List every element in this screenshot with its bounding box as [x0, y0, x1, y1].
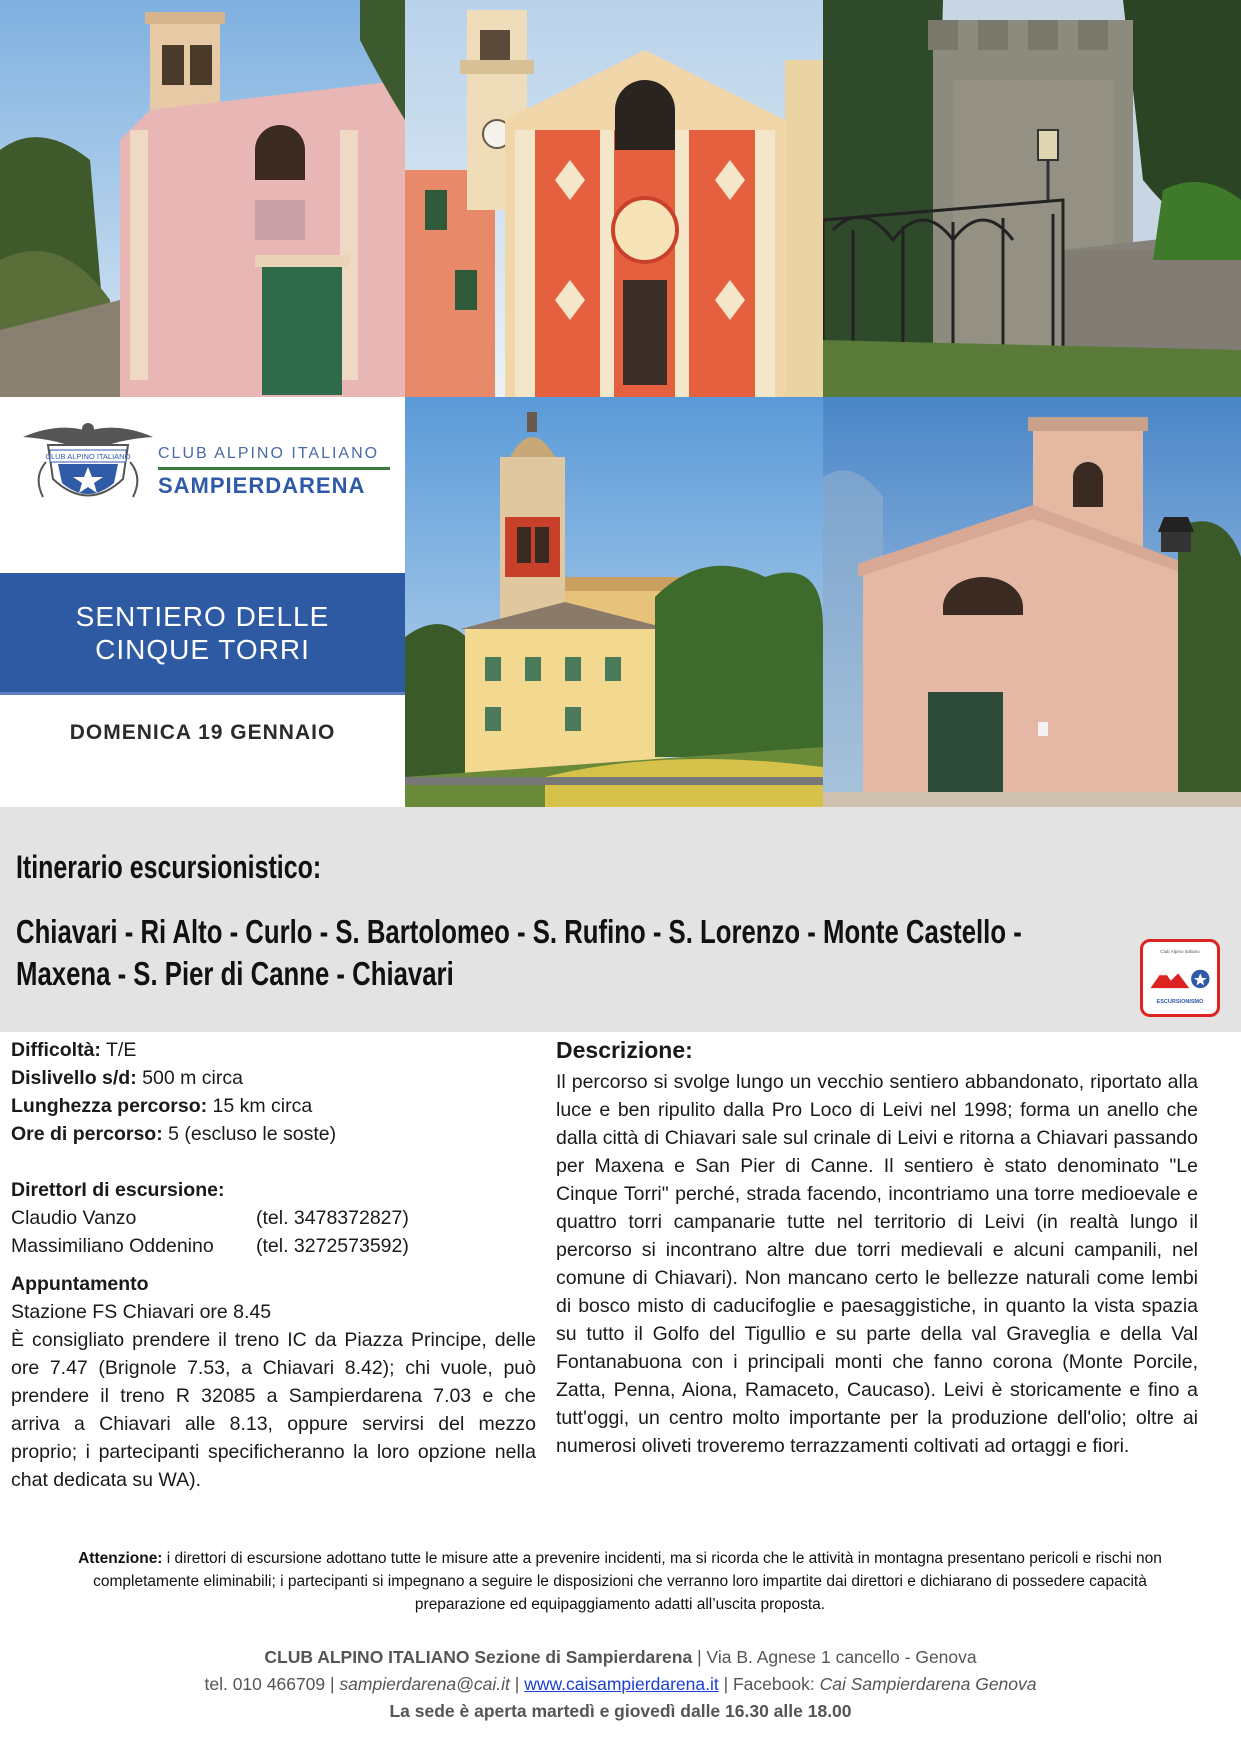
description-text: Il percorso si svolge lungo un vecchio sentiero abbandonato, riportato alla luce e ben ripulito dalla Pro Loco di Leivi nel 1998; forma un anello che dalla città di Chiavari sale sul crinale di Leivi e ritorna a Chiavari passando per Maxena e San Pier di Canne. Il sentiero è stato denominato "Le Cinque Torri" perché, strada facendo, incontriamo una torre medioevale e quattro torri campanarie tutte nel territorio di Leivi (in realtà lungo il percorso si incontrano altre due torri medievali e alcuni campanili, nel comune di Chiavari). Non mancano certo le bellezze naturali come lembi di bosco misto di caducifoglie e paesaggistiche, in quanto la vista spazia su tutto il Golfo del Tigullio e su parte della val Graveglia e della Val Fontanabuona con i principali monti che fanno corona (Monte Porcile, Zatta, Penna, Aiona, Ramaceto, Caucaso). Leivi è storicamente e fino a tutt'oggi, un centro molto importante per la produzione dell'olio; oltre ai numerosi oliveti troveremo terrazzamenti coltivati ad ortaggi e fiori.: [556, 1071, 1198, 1457]
footer-line3: [60, 1698, 1181, 1725]
director-phone: (tel. 3478372827): [256, 1207, 409, 1229]
meeting-text: È consigliato prendere il treno IC da Piazza Principe, delle ore 7.47 (Brignole 7.53, a Chiavari 8.42); chi vuole, può prendere il treno R 32085 a Sampierdarena 7.03 e che arriva a Chiavari alle 8.13, oppure servirsi del mezzo proprio; i partecipanti specificheranno la loro opzione nella chat dedicata su WA).: [11, 1329, 536, 1491]
length-row: [11, 1092, 536, 1120]
difficulty-label: Difficoltà:: [11, 1039, 101, 1061]
directors-label: DirettorI di escursione:: [11, 1179, 225, 1201]
difficulty-row: [11, 1036, 536, 1064]
logo-divider: [158, 467, 390, 470]
hours-value: 5 (escluso le soste): [168, 1123, 337, 1145]
director-phone: (tel. 3272573592): [256, 1235, 409, 1257]
warning-text: i direttori di escursione adottano tutte le misure atte a prevenire incidenti, ma si ricorda che le attività in montagna presentano pericoli e rischi non completamente eliminabili; i partecipanti si impegnano a seguire le disposizioni che verranno loro impartite dai direttori e dichiarano di possedere capacità preparazione ed equipaggiamento adatti all’uscita proposta.: [93, 1550, 1162, 1613]
elevation-value: 500 m circa: [142, 1067, 243, 1089]
photo-pink-chapel: [823, 397, 1241, 807]
meeting-label: Appuntamento: [11, 1273, 149, 1295]
badge-top-text: Club Alpino Italiano: [1160, 949, 1200, 955]
escursionismo-badge: [1140, 939, 1220, 1017]
photo-orange-church: [405, 0, 823, 397]
footer: [60, 1644, 1181, 1725]
footer-facebook[interactable]: Cai Sampierdarena Genova: [819, 1674, 1037, 1694]
footer-org: CLUB ALPINO ITALIANO Sezione di Sampierdarena: [264, 1647, 693, 1667]
warning-label: Attenzione:: [78, 1550, 163, 1567]
cai-emblem-icon: [18, 417, 158, 517]
escursionismo-badge-icon: [1143, 942, 1217, 1014]
footer-sep: | Facebook:: [718, 1674, 820, 1694]
event-title-band: [0, 573, 405, 695]
footer-email[interactable]: sampierdarena@cai.it: [339, 1674, 510, 1694]
event-title-line2: CINQUE TORRI: [95, 633, 310, 665]
description-section: [556, 1036, 1198, 1460]
hours-label: Ore di percorso:: [11, 1123, 163, 1145]
itinerary-route-line2: Maxena - S. Pier di Canne - Chiavari: [16, 955, 454, 992]
logo-section: SAMPIERDARENA: [158, 473, 366, 498]
meeting-place: Stazione FS Chiavari ore 8.45: [11, 1301, 272, 1323]
footer-tel: tel. 010 466709 |: [204, 1674, 340, 1694]
photo-pink-church: [0, 0, 405, 397]
itinerary-route-line1: Chiavari - Ri Alto - Curlo - S. Bartolomeo - S. Rufino - S. Lorenzo - Monte Castello -: [16, 913, 1022, 950]
description-title: Descrizione:: [556, 1037, 693, 1063]
photo-campanile-church: [405, 397, 823, 807]
event-date-box: [0, 695, 405, 807]
hours-row: [11, 1120, 536, 1148]
footer-sep: |: [509, 1674, 525, 1694]
length-value: 15 km circa: [212, 1095, 313, 1117]
footer-hours: La sede è aperta martedì e giovedì dalle 16.30 alle 18.00: [389, 1701, 852, 1721]
badge-bottom-text: ESCURSIONISMO: [1156, 998, 1204, 1005]
footer-address: | Via B. Agnese 1 cancello - Genova: [692, 1647, 977, 1667]
footer-website-link[interactable]: www.caisampierdarena.it: [524, 1674, 719, 1694]
itinerary-label: Itinerario escursionistico:: [16, 849, 322, 885]
director-name: Claudio Vanzo: [11, 1207, 137, 1229]
cai-logo: [0, 397, 405, 573]
director-row: [11, 1232, 536, 1260]
director-name: Massimiliano Oddenino: [11, 1235, 214, 1257]
difficulty-value: T/E: [106, 1039, 137, 1061]
event-date: DOMENICA 19 GENNAIO: [69, 721, 336, 744]
elevation-label: Dislivello s/d:: [11, 1067, 137, 1089]
itinerary-band: [0, 807, 1241, 1032]
elevation-row: [11, 1064, 536, 1092]
warning-notice: [70, 1547, 1170, 1616]
itinerary-route: [16, 911, 1046, 995]
length-label: Lunghezza percorso:: [11, 1095, 208, 1117]
logo-organization: CLUB ALPINO ITALIANO: [158, 445, 380, 462]
footer-line2: [60, 1671, 1181, 1698]
photo-medieval-tower: [823, 0, 1241, 397]
event-title-line1: SENTIERO DELLE: [75, 600, 330, 632]
footer-line1: [60, 1644, 1181, 1671]
director-row: [11, 1204, 536, 1232]
trip-details: [11, 1036, 536, 1494]
emblem-text: CLUB ALPINO ITALIANO: [45, 452, 131, 461]
